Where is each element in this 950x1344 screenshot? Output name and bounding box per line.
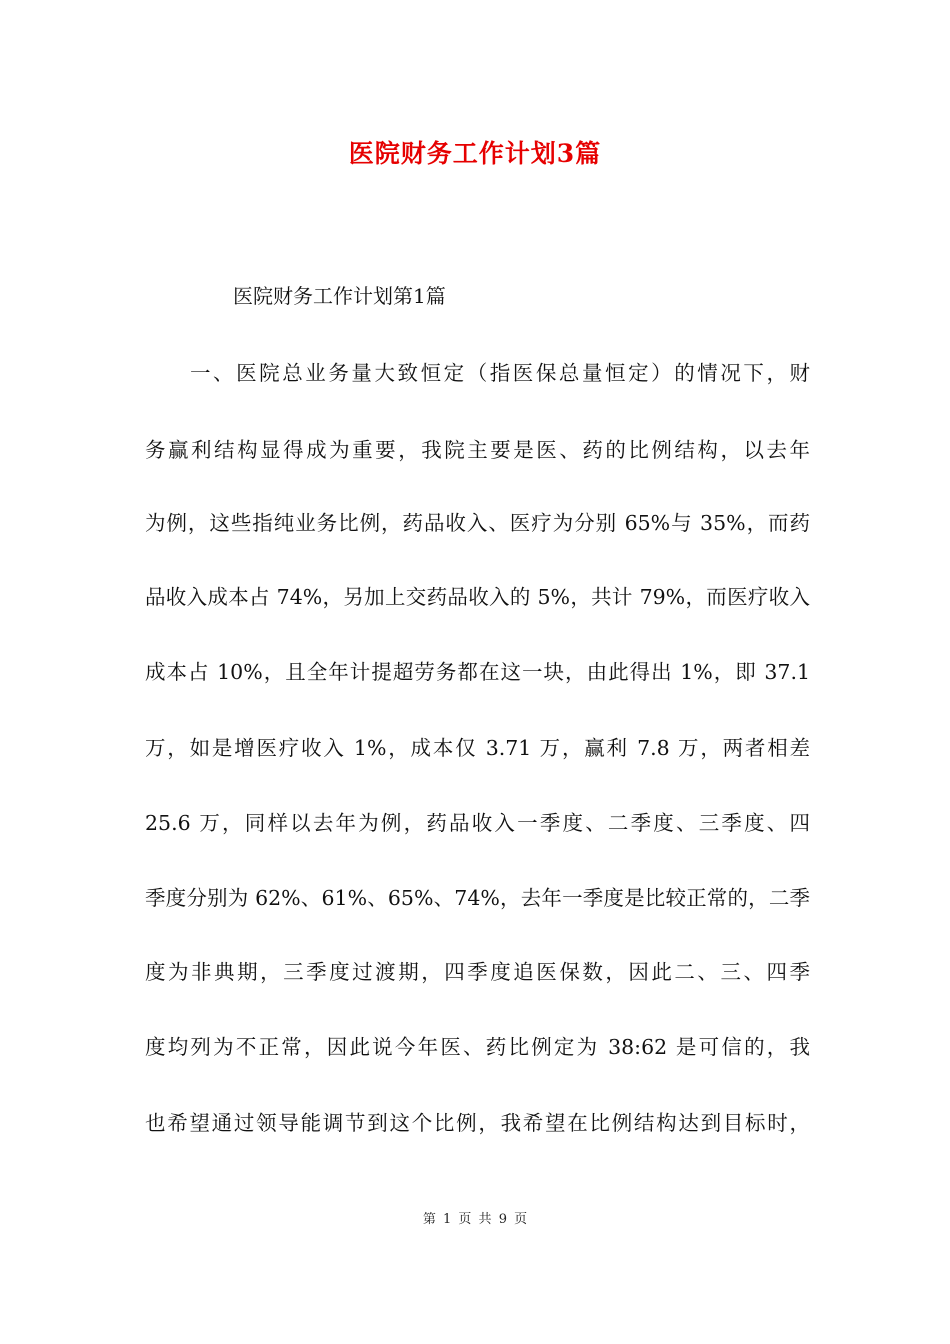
paragraph-line: 品收入成本占 74%，另加上交药品收入的 5%，共计 79%，而医疗收入 <box>145 585 810 609</box>
paragraph-line: 一、医院总业务量大致恒定（指医保总量恒定）的情况下，财 <box>190 361 810 385</box>
paragraph-line: 度为非典期，三季度过渡期，四季度追医保数，因此二、三、四季 <box>145 960 810 984</box>
page-footer: 第 1 页 共 9 页 <box>422 1212 528 1227</box>
paragraph-line: 季度分别为 62%、61%、65%、74%，去年一季度是比较正常的，二季 <box>145 886 810 910</box>
paragraph-line: 25.6 万，同样以去年为例，药品收入一季度、二季度、三季度、四 <box>145 811 810 835</box>
paragraph-line: 度均列为不正常，因此说今年医、药比例定为 38:62 是可信的，我 <box>145 1035 810 1059</box>
paragraph-line: 为例，这些指纯业务比例，药品收入、医疗为分别 65%与 35%，而药 <box>145 511 810 535</box>
paragraph-line: 万，如是增医疗收入 1%，成本仅 3.71 万，赢利 7.8 万，两者相差 <box>145 736 810 760</box>
document-title: 医院财务工作计划3篇 <box>348 139 602 168</box>
section-heading: 医院财务工作计划第1篇 <box>233 284 446 308</box>
paragraph-line: 成本占 10%，且全年计提超劳务都在这一块，由此得出 1%，即 37.1 <box>145 660 810 684</box>
paragraph-line: 务赢利结构显得成为重要，我院主要是医、药的比例结构，以去年 <box>145 438 810 462</box>
paragraph-line: 也希望通过领导能调节到这个比例，我希望在比例结构达到目标时， <box>145 1111 810 1135</box>
